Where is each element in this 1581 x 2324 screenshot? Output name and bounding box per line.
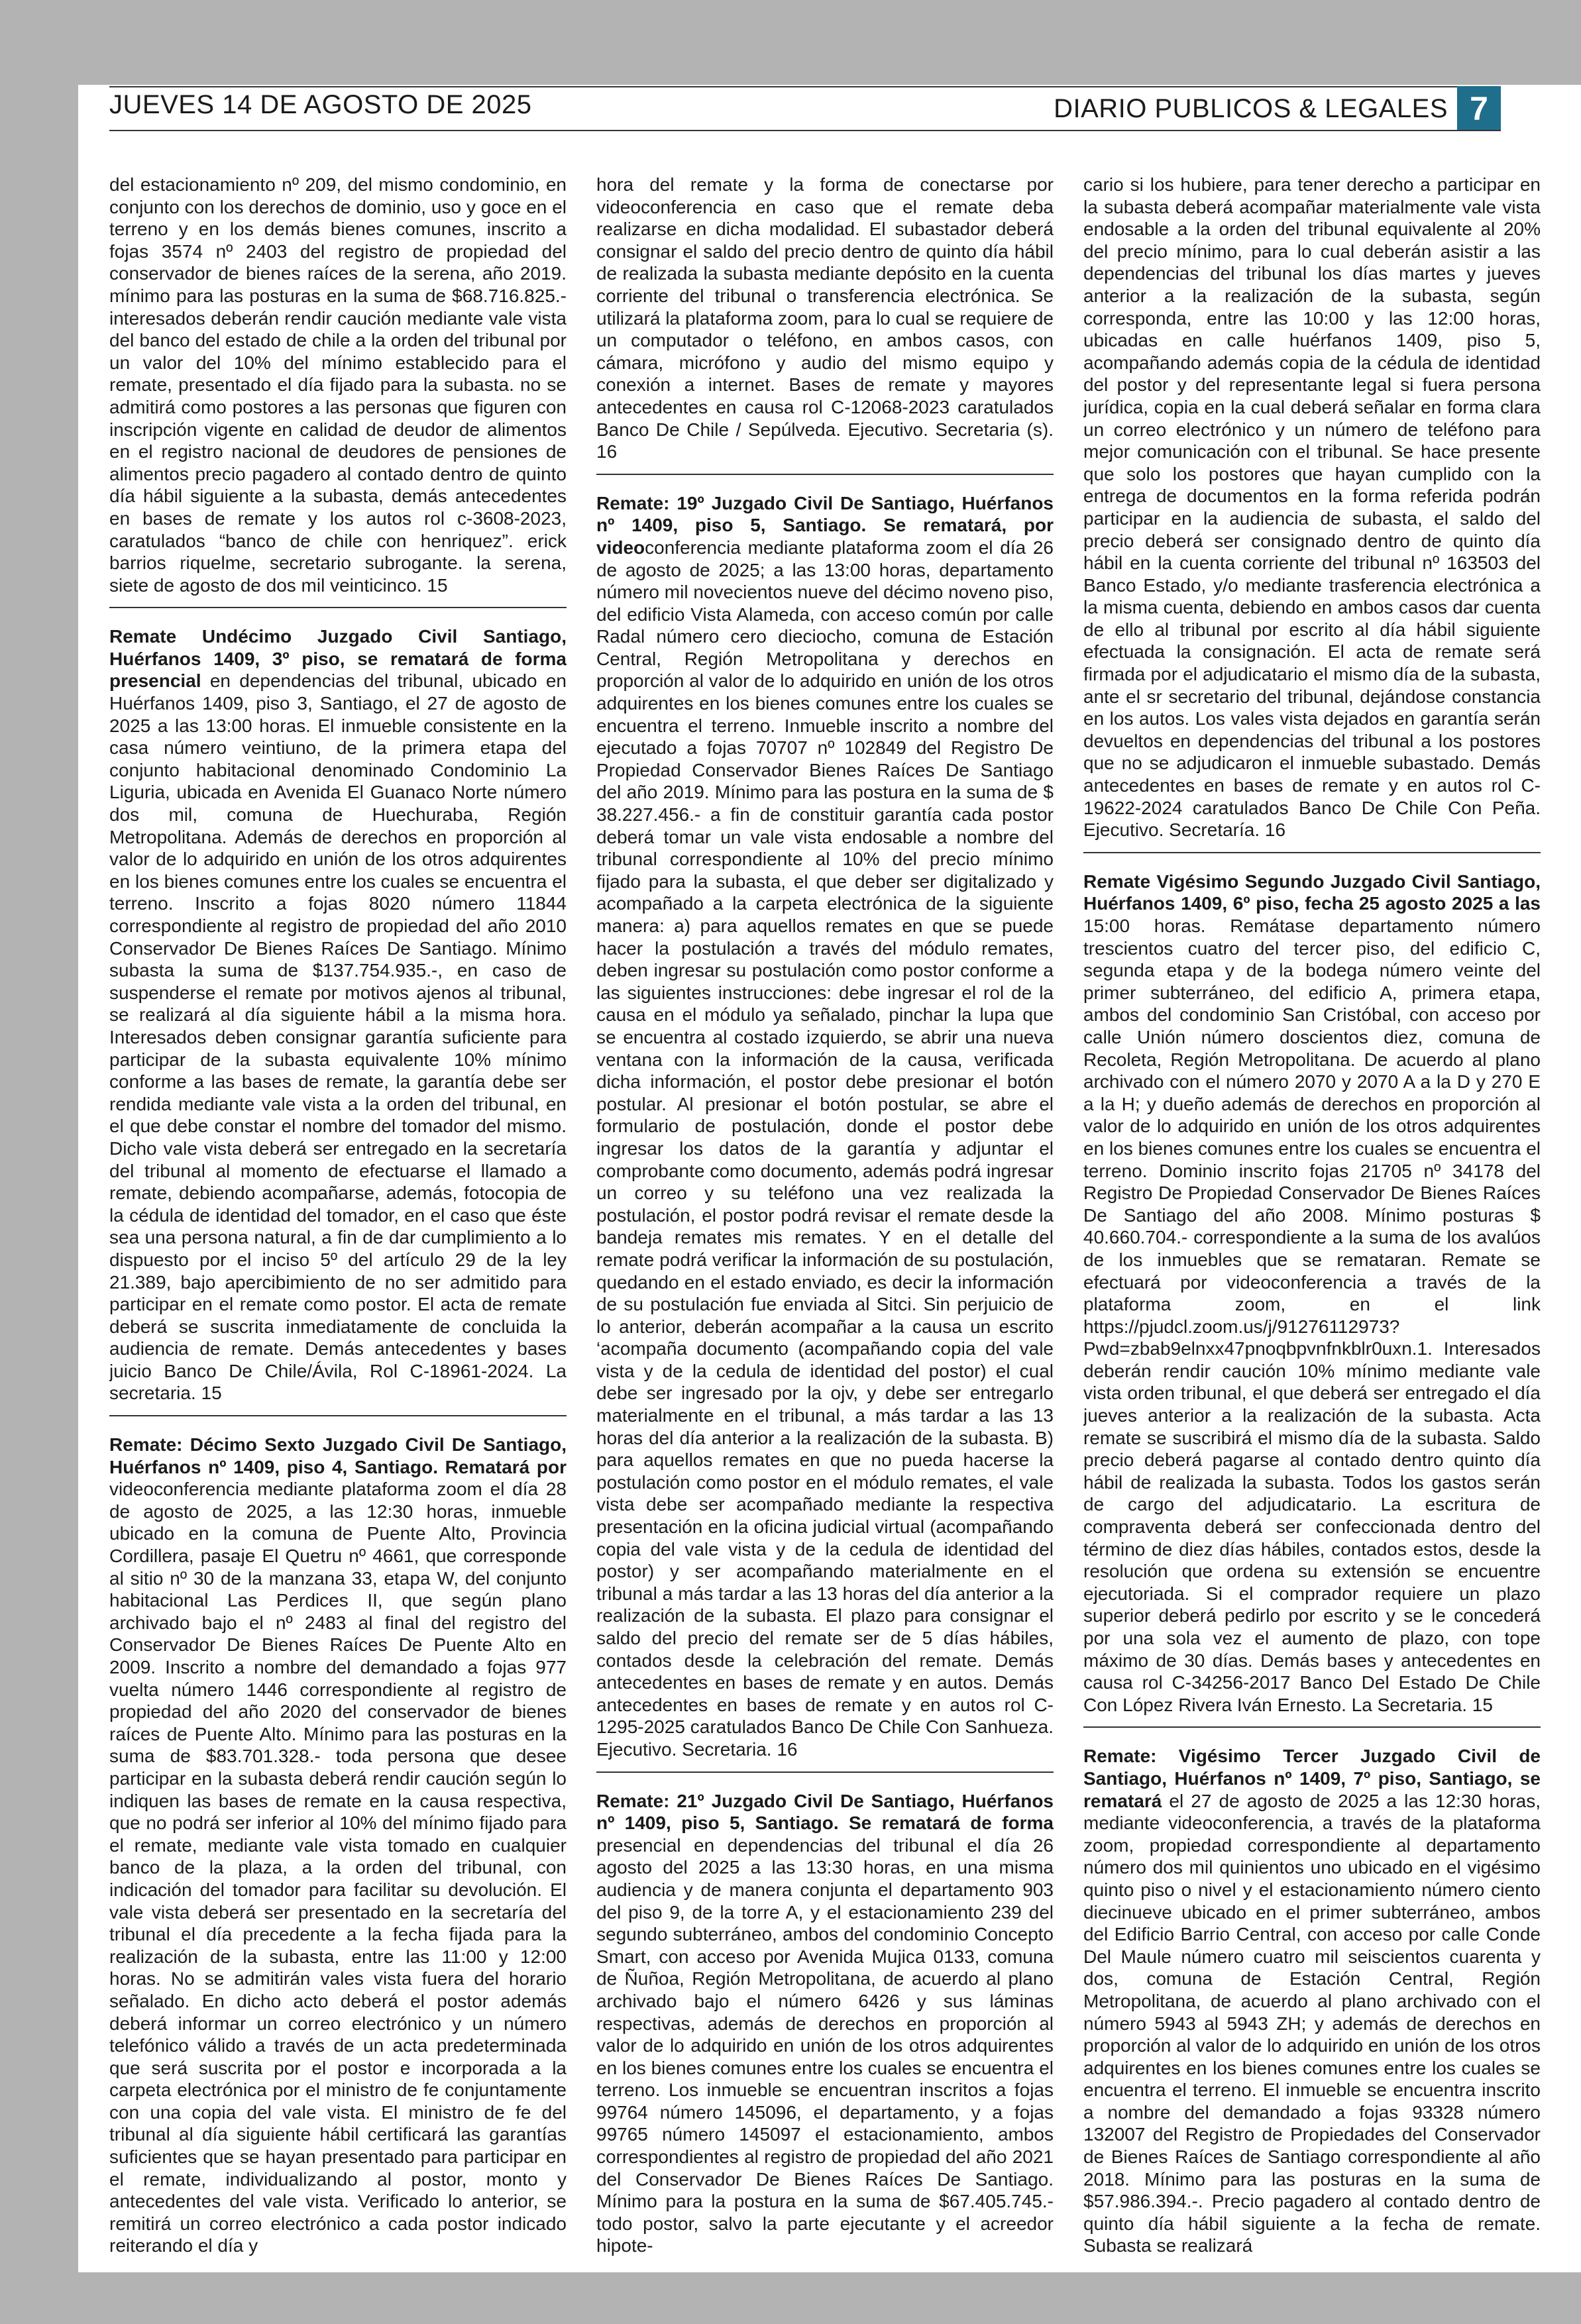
notice-body: videoconferencia mediante plataforma zoom el día 28 de agosto de 2025, a las 12:30 horas, inmueble ubicado en la comuna de Puente Alto, Provincia Cordillera, pasaje El Quetru nº 4661, que corresponde al sitio nº 30 de la manzana 33, etapa W, del conjunto habitacional Las Perdices II, que según plano archivado bajo el nº 2483 al final del registro del Conservador De Bienes Raíces De Puente Alto en 2009. Inscrito a nombre del demandado a fojas 977 vuelta número 1446 correspondiente al registro de propiedad del año 2020 del conservador de bienes raíces de Puente Alto. Mínimo para las posturas en la suma de $83.701.328.- toda persona que desee participar en la subasta deberá rendir caución según lo indiquen las bases de remate en la causa respectiva, que no podrá ser inferior al 10% del mínimo fijado para el remate, mediante vale vista tomado en cualquier banco de la plaza, a la orden del tribunal, con indicación del tomador para facilitar su devolución. El vale vista deberá ser presentado en la secretaría del tribunal el día precedente a la fecha fijada para la realización de la subasta, entre las 11:00 y 12:00 horas. No se admitirán vales vista fuera del horario señalado. En dicho acto deberá el postor además deberá informar un correo electrónico y un número telefónico válido a través de un acta predeterminada que será suscrita por el postor e incorporada a la carpeta electrónica por el ministro de fe conjuntamente con una copia del vale vista. El ministro de fe del tribunal al día siguiente hábil certificará las garantías suficientes que se hayan presentado para participar en el remate, individualizando al postor, monto y antecedentes del vale vista. Verificado lo anterior, se remitirá un correo electrónico a cada postor indicado reiterando el día y	[109, 1479, 567, 2256]
column-3	[1083, 174, 1541, 2270]
legal-notice	[109, 1434, 567, 2268]
notice-body: el 27 de agosto de 2025 a las 12:30 horas, mediante videoconferencia, a través de la plataforma zoom, propiedad correspondiente al departamento número dos mil quinientos uno ubicado en el vigésimo quinto piso o nivel y el estacionamiento número ciento diecinueve ubicado en el primer subterráneo, ambos del Edificio Barrio Central, con acceso por calle Conde Del Maule número cuatro mil seiscientos cuarenta y dos, comuna de Estación Central, Región Metropolitana, de acuerdo al plano archivado con el número 5943 al 5943 ZH; y además de derechos en proporción al valor de lo adquirido en unión de los otros adquirentes en los bienes comunes entre los cuales se encuentra el terreno. El inmueble se encuentra inscrito a nombre del demandado a fojas 93328 número 132007 del Registro de Propiedades del Conservador de Bienes Raíces de Santiago correspondiente al año 2018. Mínimo para las posturas en la suma de $57.986.394.-. Precio pagadero al contado dentro de quinto día hábil siguiente a la fecha de remate. Subasta se realizará	[1083, 1790, 1541, 2256]
legal-notice	[1083, 1745, 1541, 2268]
top-margin-band-overlay	[78, 0, 1581, 85]
column-2	[596, 174, 1054, 2270]
header-rule-bottom	[109, 130, 1501, 131]
column-1	[109, 174, 567, 2270]
notice-body: presencial en dependencias del tribunal el día 26 agosto del 2025 a las 13:30 horas, en una misma audiencia y de manera conjunta el departamento 903 del piso 9, de la torre A, y el estacionamiento 239 del segundo subterráneo, ambos del condominio Concepto Smart, con acceso por Avenida Mujica 0133, comuna de Ñuñoa, Región Metropolitana, de acuerdo al plano archivado bajo el número 6426 y sus láminas respectivas, además de derechos en proporción al valor de lo adquirido en unión de los otros adquirentes en los bienes comunes entre los cuales se encuentra el terreno. Los inmueble se encuentran inscritos a fojas 99764 número 145096, el departamento, y a fojas 99765 número 145097 el estacionamiento, ambos correspondientes al registro de propiedad del año 2021 del Conservador De Bienes Raíces De Santiago. Mínimo para la postura en la suma de $67.405.745.- todo postor, salvo la parte ejecutante y el acreedor hipote-	[596, 1834, 1054, 2256]
notice-body: del estacionamiento nº 209, del mismo condominio, en conjunto con los derechos de dominio, uso y goce en el terreno y en los demás bienes comunes, inscrito a fojas 3574 nº 2403 del registro de propiedad del conservador de bienes raíces de la serena, año 2019. mínimo para las posturas en la suma de $68.716.825.- interesados deberán rendir caución mediante vale vista del banco del estado de chile a la orden del tribunal por un valor del 10% del mínimo establecido para el remate, presentado el día fijado para la subasta. no se admitirá como postores a las personas que figuren con inscripción vigente en calidad de deudor de alimentos en el registro nacional de deudores de pensiones de alimentos precio pagadero al contado dentro de quinto día hábil siguiente a la subasta, demás antecedentes en bases de remate y los autos rol c-3608-2023, caratulados “banco de chile con henriquez”. erick barrios riquelme, secretario subrogante. la serena, siete de agosto de dos mil veinticinco. 15	[109, 174, 567, 596]
notice-body: hora del remate y la forma de conectarse por videoconferencia en caso que el remate deba realizarse en dicha modalidad. El subastador deberá consignar el saldo del precio dentro de quinto día hábil de realizada la subasta mediante depósito en la cuenta corriente del tribunal o transferencia electrónica. Se utilizará la plataforma zoom, para lo cual se requiere de un computador o teléfono, en ambos casos, con cámara, micrófono y audio del mismo equipo y conexión a internet. Bases de remate y mayores antecedentes en causa rol C-12068-2023 caratulados Banco De Chile / Sepúlveda. Ejecutivo. Secretaria (s). 16	[596, 174, 1054, 462]
notice-body: 15:00 horas. Remátase departamento número trescientos cuatro del tercer piso, del edificio C, segunda etapa y de la bodega número veinte del primer subterráneo, del edificio A, primera etapa, ambos del condominio San Cristóbal, con acceso por calle Unión número doscientos diez, comuna de Recoleta, Región Metropolitana. De acuerdo al plano archivado con el número 2070 y 2070 A a la D y 270 E a la H; y dueño además de derechos en proporción al valor de lo adquirido en unión de los otros adquirentes en los bienes comunes entre los cuales se encuentra el terreno. Dominio inscrito fojas 21705 nº 34178 del Registro De Propiedad Conservador De Bienes Raíces De Santiago del año 2008. Mínimo posturas $ 40.660.704.- correspondiente a la suma de los avalúos de los inmuebles que se remataran. Remate se efectuará por videoconferencia a través de la plataforma zoom, en el link https://pjudcl.zoom.us/j/91276112973?Pwd=zbab9elnxx47pnoqbpvnfnkblr0uxn.1. Interesados deberán rendir caución 10% mínimo mediante vale vista orden tribunal, el que deberá ser entregado el día jueves anterior a la realización de la subasta. Acta remate se suscribirá el mismo día de la subasta. Saldo precio deberá pagarse al contado dentro quinto día hábil de realizada la subasta. Todos los gastos serán de cargo del adjudicatario. La escritura de compraventa deberá ser confeccionada dentro del término de diez días hábiles, contados estos, desde la resolución que ordena su extensión se encuentre ejecutoriada. Si el comprador requiere un plazo superior deberá pedirlo por escrito y se le concederá por una sola vez el aumento de plazo, con tope máximo de 30 días. Demás bases y antecedentes en causa rol C-34256-2017 Banco Del Estado De Chile Con López Rivera Iván Ernesto. La Secretaria. 15	[1083, 916, 1541, 1715]
page-number: 7	[1457, 86, 1501, 131]
legal-notice	[596, 1790, 1054, 2268]
legal-notice	[596, 174, 1054, 475]
notice-heading: Remate Vigésimo Segundo Juzgado Civil Santiago, Huérfanos 1409, 6º piso, fecha 25 agosto 2025 a las	[1083, 871, 1541, 914]
legal-notice	[1083, 871, 1541, 1728]
notice-heading: Remate: Vigésimo Tercer Juzgado Civil de Santiago, Huérfanos nº 1409, 7º piso, Santiago, se rematará	[1083, 1746, 1541, 1811]
page-header	[109, 90, 1541, 130]
header-rule-top	[109, 86, 1501, 87]
notice-heading: Remate: 19º Juzgado Civil De Santiago, Huérfanos nº 1409, piso 5, Santiago. Se rematará, por video	[596, 492, 1054, 558]
notice-heading: Remate Undécimo Juzgado Civil Santiago, Huérfanos 1409, 3º piso, se rematará de forma presencial	[109, 626, 567, 692]
legal-notice	[1083, 174, 1541, 853]
issue-date: JUEVES 14 DE AGOSTO DE 2025	[109, 90, 532, 119]
publication-title: DIARIO PUBLICOS & LEGALES	[1054, 94, 1448, 123]
legal-notice	[596, 492, 1054, 1773]
legal-notice	[109, 625, 567, 1416]
legal-notice	[109, 174, 567, 608]
notice-heading: Remate: 21º Juzgado Civil De Santiago, Huérfanos nº 1409, piso 5, Santiago. Se rematará de forma	[596, 1790, 1054, 1834]
notice-body: conferencia mediante plataforma zoom el día 26 de agosto de 2025; a las 13:00 horas, departamento número mil novecientos nueve del décimo noveno piso, del edificio Vista Alameda, con acceso común por calle Radal número cero dieciocho, comuna de Estación Central, Región Metropolitana y derechos en proporción al valor de lo adquirido en unión de los otros adquirentes en los bienes comunes entre los cuales se encuentra el terreno. Inmueble inscrito a nombre del ejecutado a fojas 70707 nº 102849 del Registro De Propiedad Conservador Bienes Raíces De Santiago del año 2019. Mínimo para las postura en la suma de $ 38.227.456.- a fin de constituir garantía cada postor deberá tomar un vale vista endosable a nombre del tribunal correspondiente al 10% del precio mínimo fijado para la subasta, el que deber ser digitalizado y acompañado a la carpeta electrónica de la siguiente manera: a) para aquellos remates en que se puede hacer la postulación a través del módulo remates, deben ingresar su postulación como postor conforme a las siguientes instrucciones: debe ingresar el rol de la causa en el módulo ya señalado, pinchar la lupa que se encuentra al costado izquierdo, se abrir una nueva ventana con la información de la causa, verificada dicha información, el postor debe presionar el botón postular. Al presionar el botón postular, se abre el formulario de postulación, donde el postor debe ingresar los datos de la garantía y adjuntar el comprobante como documento, además podrá ingresar un correo y su teléfono una vez realizada la postulación, el postor podrá revisar el remate desde la bandeja remates mis remates. Y en el detalle del remate podrá verificar la información de su postulación, quedando en el estado enviado, es decir la información de su postulación fue enviada al Sitci. Sin perjuicio de lo anterior, deberán acompañar a la causa un escrito ‘acompaña documento (acompañando copia del vale vista y de la cedula de identidad del postor) el cual debe ser ingresado por la ojv, y debe ser entregarlo materialmente en el tribunal, a más tardar a las 13 horas del día anterior a la realización de la subasta. B) para aquellos remates en que no pueda hacerse la postulación como postor en el módulo remates, el vale vista debe ser acompañado mediante la respectiva presentación en la oficina judicial virtual (acompañando copia del vale vista y de la cedula de identidad del postor) y ser acompañando materialmente en el tribunal a más tardar a las 13 horas del día anterior a la realización de la subasta. El plazo para consignar el saldo del precio del remate ser de 5 días hábiles, contados desde la celebración del remate. Demás antecedentes en bases de remate y en autos. Demás antecedentes en bases de remate y en autos rol C-1295-2025 caratulados Banco De Chile Con Sanhueza. Ejecutivo. Secretaria. 16	[596, 537, 1054, 1760]
bottom-margin-band	[78, 2272, 1581, 2324]
notice-heading: Remate: Décimo Sexto Juzgado Civil De Santiago, Huérfanos nº 1409, piso 4, Santiago. Rematará por	[109, 1434, 567, 1477]
notice-body: en dependencias del tribunal, ubicado en Huérfanos 1409, piso 3, Santiago, el 27 de agosto de 2025 a las 13:00 horas. El inmueble consistente en la casa número veintiuno, de la primera etapa del conjunto habitacional denominado Condominio La Liguria, ubicada en Avenida El Guanaco Norte número dos mil, comuna de Huechuraba, Región Metropolitana. Además de derechos en proporción al valor de lo adquirido en unión de los otros adquirentes en los bienes comunes entre los cuales se encuentra el terreno. Inscrito a fojas 8020 número 11844 correspondiente al registro de propiedad del año 2010 Conservador De Bienes Raíces De Santiago. Mínimo subasta la suma de $137.754.935.-, en caso de suspenderse el remate por motivos ajenos al tribunal, se realizará al día siguiente hábil a la misma hora. Interesados deben consignar garantía suficiente para participar de la subasta equivalente 10% mínimo conforme a las bases de remate, la garantía debe ser rendida mediante vale vista a la orden del tribunal, en el que debe constar el nombre del tomador del mismo. Dicho vale vista deberá ser entregado en la secretaría del tribunal al momento de efectuarse el llamado a remate, debiendo acompañarse, además, fotocopia de la cédula de identidad del tomador, en el caso que éste sea una persona natural, a fin de dar cumplimiento a lo dispuesto por el inciso 5º del artículo 29 de la ley 21.389, bajo apercibimiento de no ser admitido para participar en el remate como postor. El acta de remate deberá se suscrita inmediatamente de concluida la audiencia de remate. Demás antecedentes y bases juicio Banco De Chile/Ávila, Rol C-18961-2024. La secretaria. 15	[109, 670, 567, 1404]
notice-body: cario si los hubiere, para tener derecho a participar en la subasta deberá acompañar materialmente vale vista endosable a la orden del tribunal equivalente al 20% del precio mínimo, para lo cual deberán asistir a las dependencias del tribunal los días martes y jueves anterior a la realización de la subasta, según corresponda, entre las 10:00 y las 12:00 horas, ubicadas en calle huérfanos 1409, piso 5, acompañando además copia de la cédula de identidad del postor y del representante legal si fuera persona jurídica, copia en la cual deberá señalar en forma clara un correo electrónico y un número de teléfono para mejor comunicación con el tribunal. Se hace presente que solo los postores que hayan cumplido con la entrega de documentos en la forma referida podrán participar en la audiencia de subasta, el saldo del precio deberá ser consignado dentro de quinto día hábil en la cuenta corriente del tribunal nº 163503 del Banco Estado, y/o mediante trasferencia electrónica a la misma cuenta, debiendo en ambos casos dar cuenta de ello al tribunal por escrito al día hábil siguiente efectuada la consignación. El acta de remate será firmada por el adjudicatario el mismo día de la subasta, ante el sr secretario del tribunal, dejándose constancia en los autos. Los vales vista dejados en garantía serán devueltos en dependencias del tribunal a los postores que no se adjudicaron el inmueble subastado. Demás antecedentes en bases de remate y en autos rol C-19622-2024 caratulados Banco De Chile Con Peña. Ejecutivo. Secretaría. 16	[1083, 174, 1541, 841]
